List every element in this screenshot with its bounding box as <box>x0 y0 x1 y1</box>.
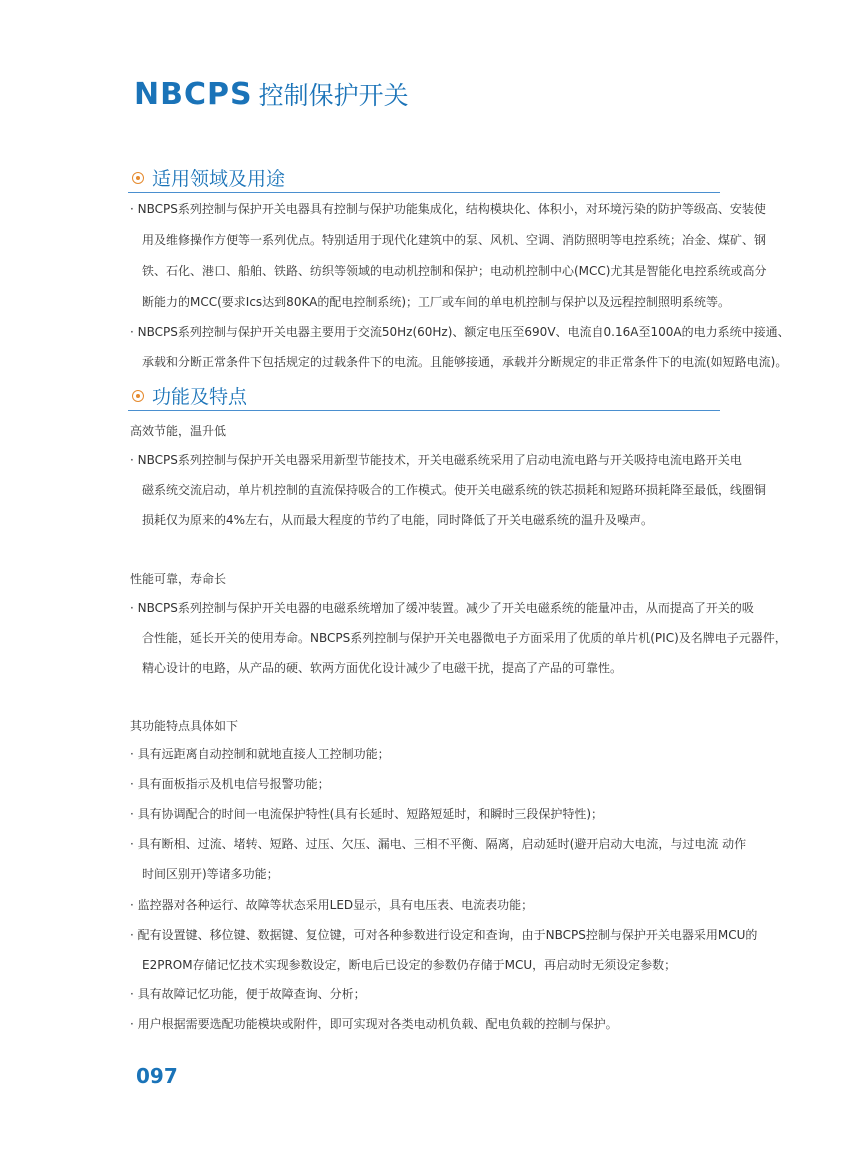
title-subtitle: 控制保护开关 <box>258 81 409 110</box>
circle-bullet-icon <box>132 172 144 184</box>
subheading-energy-saving: 高效节能，温升低 <box>130 424 227 438</box>
paragraph-line: · NBCPS系列控制与保护开关电器采用新型节能技术，开关电磁系统采用了启动电流电路与开关吸持电流电路开关电 <box>130 453 742 467</box>
feature-item: · 用户根据需要选配功能模块或附件，即可实现对各类电动机负载、配电负载的控制与保护。 <box>130 1017 618 1031</box>
feature-item: · 具有面板指示及机电信号报警功能； <box>130 777 330 791</box>
brand-name: NBCPS <box>134 77 253 112</box>
circle-bullet-icon <box>132 390 144 402</box>
subheading-reliability: 性能可靠，寿命长 <box>130 572 227 586</box>
paragraph-line: · NBCPS系列控制与保护开关电器主要用于交流50Hz(60Hz)、额定电压至690V、电流自0.16A至100A的电力系统中接通、 <box>130 325 790 339</box>
feature-item: · 具有断相、过流、堵转、短路、过压、欠压、漏电、三相不平衡、隔离，启动延时(避开启动大电流，与过电流 动作 <box>130 837 747 851</box>
paragraph-line: 断能力的MCC(要求Ics达到80KA的配电控制系统)；工厂或车间的单电机控制与保护以及远程控制照明系统等。 <box>142 295 731 309</box>
feature-item: · 配有设置键、移位键、数据键、复位键，可对各种参数进行设定和查询，由于NBCPS控制与保护开关电器采用MCU的 <box>130 928 758 942</box>
paragraph-line: 承载和分断正常条件下包括规定的过载条件下的电流。且能够接通，承载并分断规定的非正常条件下的电流(如短路电流)。 <box>142 355 788 369</box>
paragraph-line: 铁、石化、港口、船舶、铁路、纺织等领域的电动机控制和保护；电动机控制中心(MCC)尤其是智能化电控系统或高分 <box>142 264 767 278</box>
feature-item: 时间区别开)等诸多功能； <box>142 867 279 881</box>
feature-item: · 具有远距离自动控制和就地直接人工控制功能； <box>130 747 390 761</box>
paragraph-line: 用及维修操作方便等一系列优点。特别适用于现代化建筑中的泵、风机、空调、消防照明等电控系统；冶金、煤矿、钢 <box>142 233 767 247</box>
paragraph-line: · NBCPS系列控制与保护开关电器的电磁系统增加了缓冲装置。减少了开关电磁系统的能量冲击，从而提高了开关的吸 <box>130 601 754 615</box>
paragraph-line: 损耗仅为原来的4%左右，从而最大程度的节约了电能，同时降低了开关电磁系统的温升及噪声。 <box>142 513 654 527</box>
subheading-feature-list: 其功能特点具体如下 <box>130 719 239 733</box>
feature-item: · 具有故障记忆功能，便于故障查询、分析； <box>130 987 366 1001</box>
feature-item: · 具有协调配合的时间一电流保护特性(具有长延时、短路短延时，和瞬时三段保护特性)； <box>130 807 603 821</box>
page-number: 097 <box>136 1064 178 1088</box>
section-heading-features: 功能及特点 <box>128 386 720 411</box>
section-heading-usage: 适用领域及用途 <box>128 168 720 193</box>
paragraph-line: · NBCPS系列控制与保护开关电器具有控制与保护功能集成化，结构模块化、体积小，对环境污染的防护等级高、安装使 <box>130 202 766 216</box>
paragraph-line: 合性能，延长开关的使用寿命。NBCPS系列控制与保护开关电器微电子方面采用了优质的单片机(PIC)及名牌电子元器件， <box>142 631 787 645</box>
paragraph-line: 磁系统交流启动，单片机控制的直流保持吸合的工作模式。使开关电磁系统的铁芯损耗和短路环损耗降至最低，线圈铜 <box>142 483 767 497</box>
feature-item: E2PROM存储记忆技术实现参数设定，断电后已设定的参数仍存储于MCU，再启动时无须设定参数； <box>142 958 677 972</box>
feature-item: · 监控器对各种运行、故障等状态采用LED显示，具有电压表、电流表功能； <box>130 898 534 912</box>
page-title <box>134 76 409 112</box>
paragraph-line: 精心设计的电路，从产品的硬、软两方面优化设计减少了电磁干扰，提高了产品的可靠性。 <box>142 661 623 675</box>
